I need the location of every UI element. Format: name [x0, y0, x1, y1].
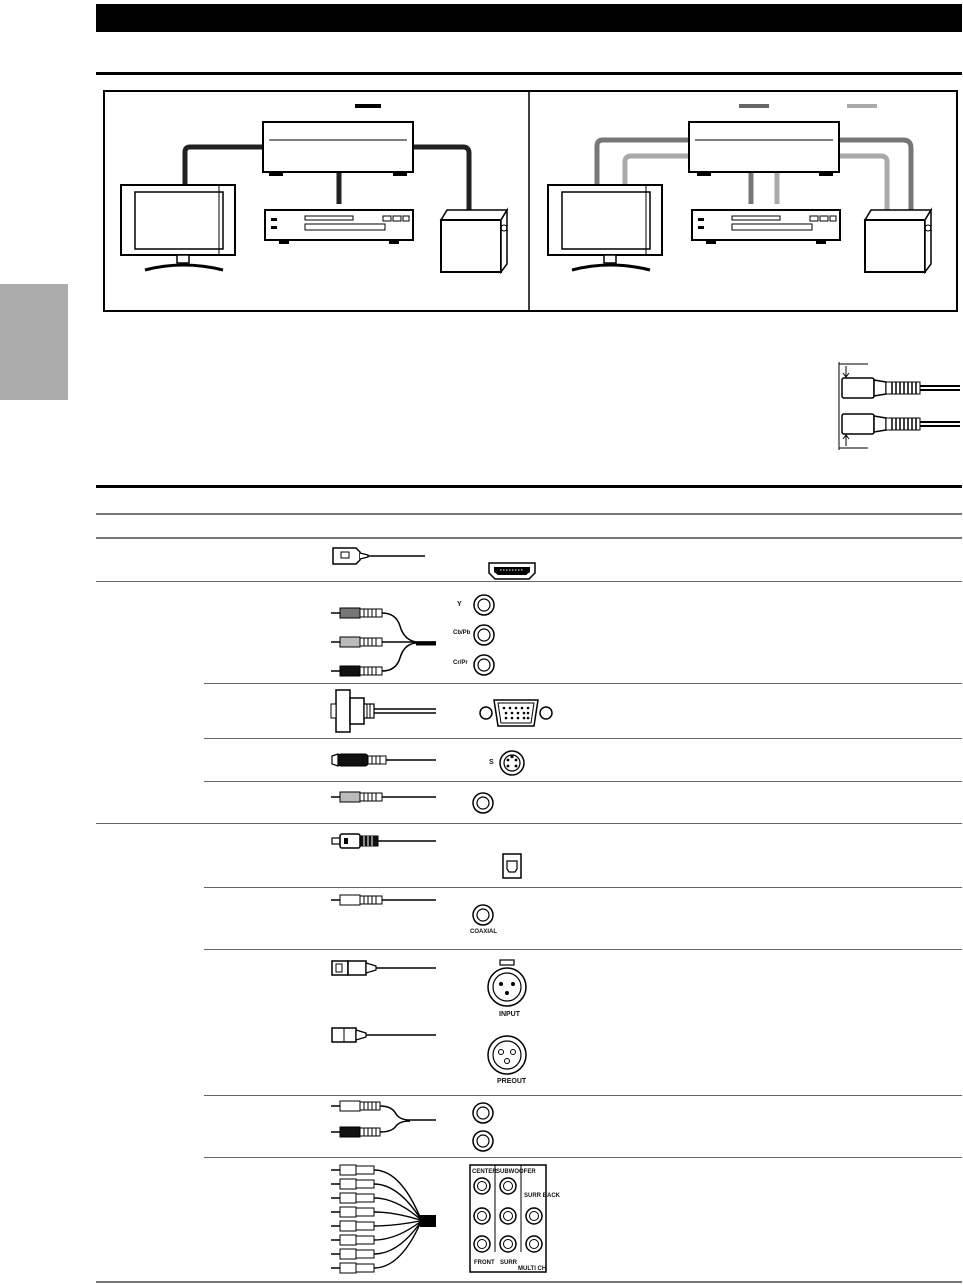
- coaxial-cable-icon: [330, 893, 438, 909]
- rca-plug-illustration: [826, 356, 960, 456]
- title-bar: [96, 4, 962, 32]
- xlr-female-cable-icon: [330, 958, 438, 980]
- label-s: S: [489, 759, 494, 766]
- table-row-rule: [96, 537, 962, 539]
- row-rule: [204, 949, 962, 950]
- connection-diagram: [103, 90, 958, 312]
- label-coaxial: COAXIAL: [470, 929, 497, 935]
- legend-swatch-light-gray: [847, 104, 877, 108]
- row-rule: [204, 683, 962, 684]
- s-video-jack-icon: [498, 749, 526, 777]
- table-bottom-rule: [96, 1281, 962, 1283]
- xlr-preout-jack-icon: [486, 1034, 528, 1076]
- s-video-cable-icon: [330, 751, 438, 771]
- hdmi-port-icon: [488, 561, 536, 581]
- tv-icon: [121, 185, 235, 270]
- label-front: FRONT: [474, 1260, 495, 1266]
- xlr-male-cable-icon: [330, 1025, 438, 1047]
- label-cr-pr: Cr/Pr: [453, 660, 468, 666]
- label-input: INPUT: [499, 1011, 520, 1018]
- vga-cable-icon: [330, 688, 438, 734]
- row-rule: [204, 738, 962, 739]
- table-top-rule: [96, 485, 962, 488]
- row-rule: [96, 823, 962, 824]
- composite-video-cable-icon: [330, 790, 438, 806]
- label-center: CENTER: [472, 1169, 497, 1175]
- section-rule: [96, 72, 962, 75]
- label-y: Y: [457, 601, 462, 608]
- row-rule: [204, 781, 962, 782]
- row-rule: [204, 887, 962, 888]
- hdmi-cable-icon: [330, 545, 430, 581]
- label-surr-back: SURR BACK: [524, 1193, 560, 1199]
- analog-audio-jacks-icon: [471, 1101, 495, 1155]
- xlr-input-jack-icon: [486, 959, 528, 1013]
- composite-video-jack-icon: [471, 791, 495, 815]
- label-multi-ch: MULTI CH: [518, 1266, 547, 1272]
- row-rule: [96, 581, 962, 582]
- left-panel: [121, 104, 507, 272]
- multichannel-jacks-panel: [469, 1164, 560, 1277]
- optical-port-icon: [502, 853, 522, 879]
- row-rule: [204, 1095, 962, 1096]
- label-cb-pb: Cb/Pb: [453, 630, 471, 636]
- table-header-rule: [96, 513, 962, 515]
- component-jacks-icon: [472, 593, 496, 677]
- label-subwoofer: SUBWOOFER: [496, 1169, 536, 1175]
- analog-audio-cable-icon: [330, 1099, 438, 1141]
- coaxial-jack-icon: [471, 903, 495, 927]
- legend-swatch-black: [355, 104, 381, 108]
- optical-cable-icon: [330, 831, 438, 853]
- multichannel-cable-icon: [330, 1163, 440, 1279]
- component-cable-icon: [330, 602, 436, 682]
- av-receiver: [263, 122, 413, 172]
- right-panel: [548, 104, 931, 272]
- player-icon: [265, 210, 413, 244]
- legend-swatch-dark-gray: [739, 104, 769, 108]
- row-rule: [204, 1157, 962, 1158]
- speaker-icon: [441, 210, 507, 272]
- vga-port-icon: [478, 697, 554, 729]
- label-preout: PREOUT: [497, 1078, 527, 1085]
- side-tab: [0, 284, 68, 400]
- label-surr: SURR: [500, 1260, 518, 1266]
